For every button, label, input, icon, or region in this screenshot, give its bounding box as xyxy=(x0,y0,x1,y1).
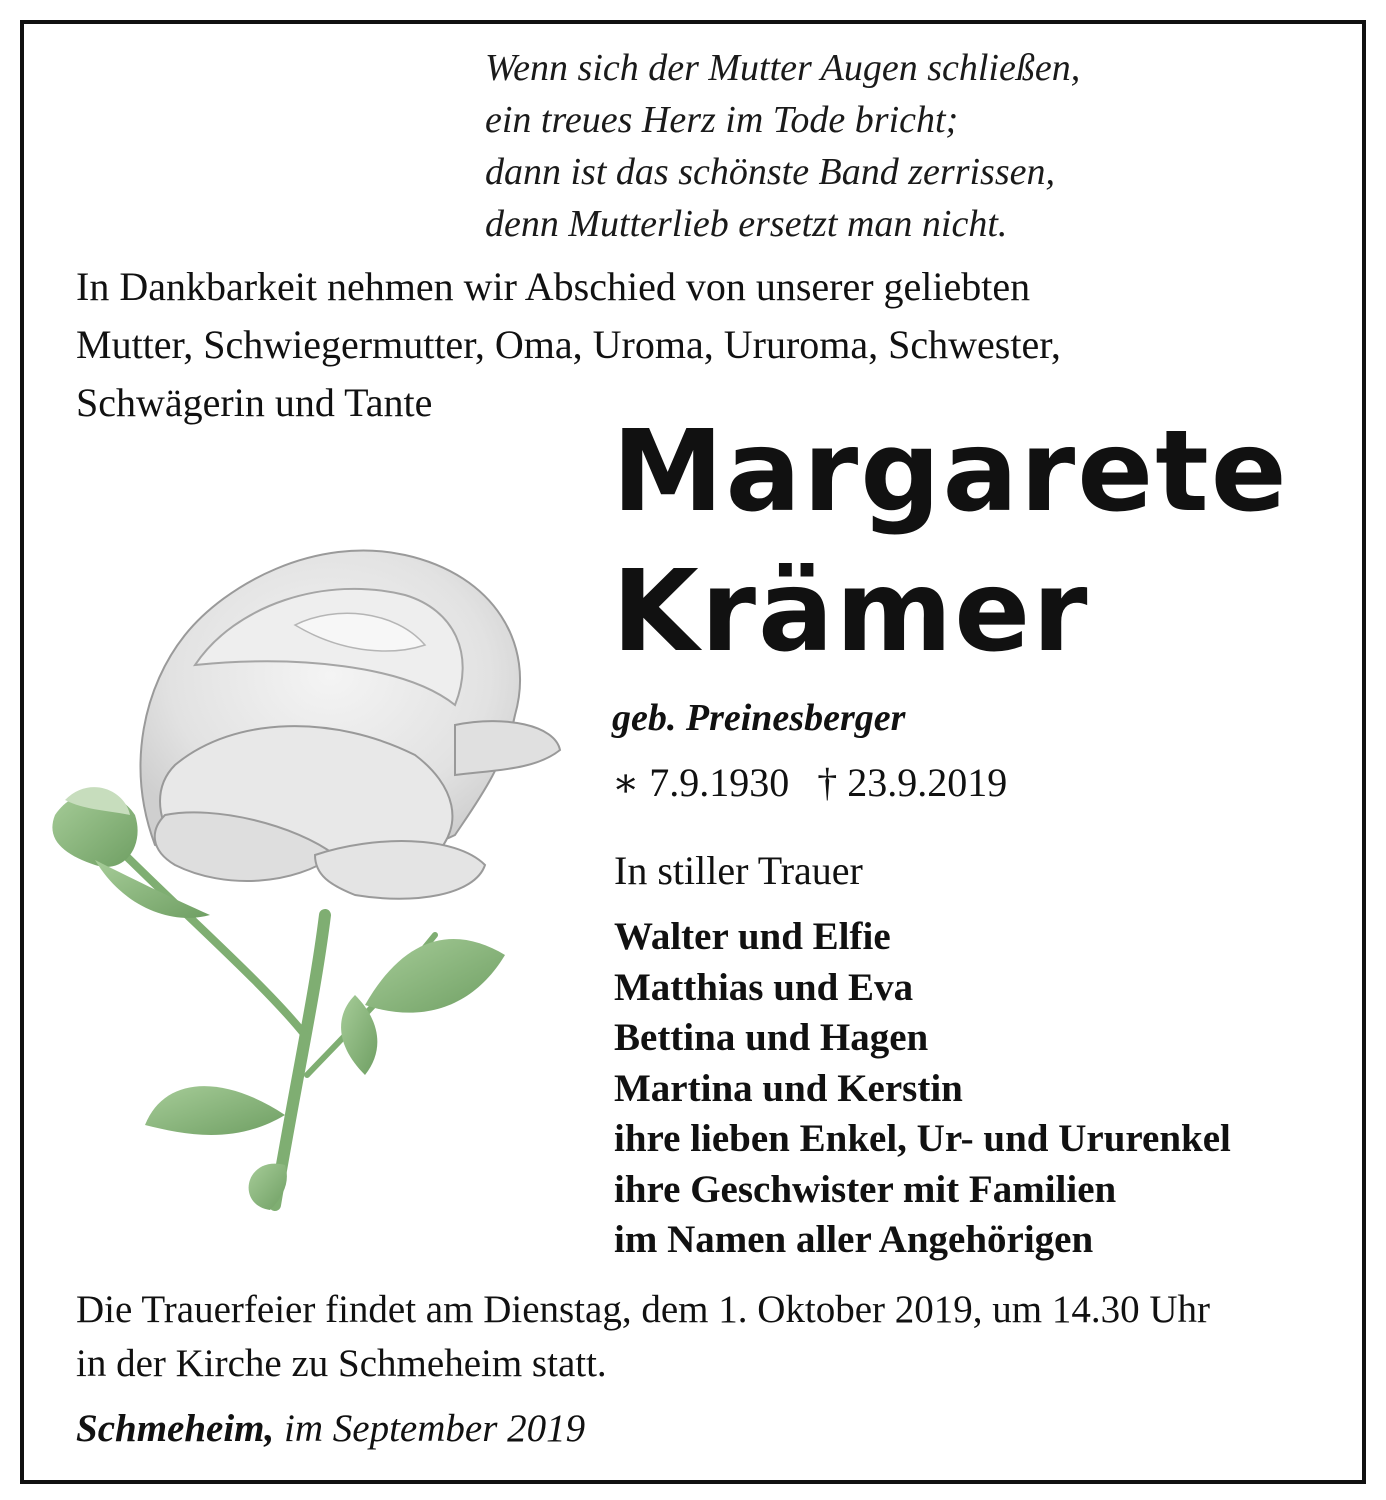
mourner: ihre Geschwister mit Familien xyxy=(614,1167,1117,1211)
poem-line: dann ist das schönste Band zerrissen, xyxy=(485,151,1055,193)
funeral-line: in der Kirche zu Schmeheim statt. xyxy=(76,1342,607,1385)
intro-line: In Dankbarkeit nehmen wir Abschied von unserer geliebten xyxy=(76,264,1031,309)
death-date: † 23.9.2019 xyxy=(817,760,1008,805)
place-month: im September 2019 xyxy=(284,1407,586,1450)
life-dates xyxy=(612,755,1007,811)
funeral-line: Die Trauerfeier findet am Dienstag, dem 1. Oktober 2019, um 14.30 Uhr xyxy=(76,1288,1211,1331)
mourners-list xyxy=(614,912,1231,1266)
place-date xyxy=(76,1402,585,1456)
mourner: Bettina und Hagen xyxy=(614,1016,929,1059)
mourning-label: In stiller Trauer xyxy=(614,848,863,893)
birth-date: ∗ 7.9.1930 xyxy=(612,760,790,805)
place-town: Schmeheim, xyxy=(76,1407,275,1450)
mourner: Martina und Kerstin xyxy=(614,1066,963,1110)
birth-name: geb. Preinesberger xyxy=(612,697,906,739)
deceased-name xyxy=(612,402,1289,682)
poem-line: ein treues Herz im Tode bricht; xyxy=(485,99,959,141)
funeral-info xyxy=(76,1283,1210,1391)
last-name: Krämer xyxy=(612,547,1090,677)
white-rose-icon xyxy=(35,515,565,1215)
mourner: ihre lieben Enkel, Ur- und Ururenkel xyxy=(614,1117,1231,1160)
mourner: Walter und Elfie xyxy=(614,915,891,958)
mourner: Matthias und Eva xyxy=(614,965,914,1009)
poem-line: Wenn sich der Mutter Augen schließen, xyxy=(485,47,1081,89)
first-name: Margarete xyxy=(612,407,1289,537)
intro-line: Schwägerin und Tante xyxy=(76,380,433,425)
poem-line: denn Mutterlieb ersetzt man nicht. xyxy=(485,203,1008,245)
poem xyxy=(485,42,1080,250)
intro-line: Mutter, Schwiegermutter, Oma, Uroma, Ururoma, Schwester, xyxy=(76,322,1061,367)
mourner: im Namen aller Angehörigen xyxy=(614,1218,1094,1261)
